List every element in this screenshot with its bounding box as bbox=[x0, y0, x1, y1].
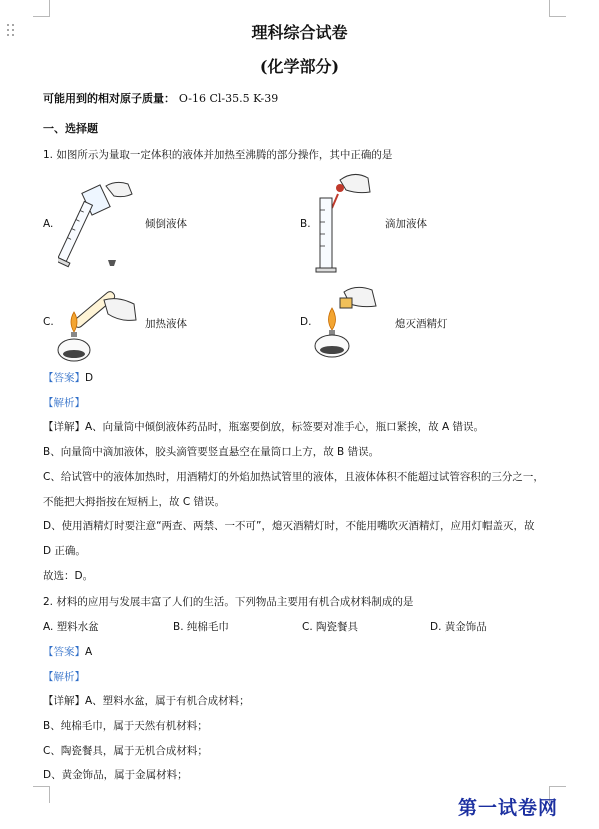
q2-option-c bbox=[302, 620, 358, 634]
atomic-mass-label: 可能用到的相对原子质量： bbox=[43, 92, 175, 105]
q1-answer: D bbox=[85, 372, 94, 384]
q1-option-c-caption: 加热液体 bbox=[145, 318, 187, 330]
atomic-mass-line bbox=[43, 92, 278, 106]
page-corner-mark-top-right bbox=[549, 0, 566, 17]
q2-option-a-text: 塑料水盆 bbox=[56, 621, 99, 633]
q2-stem: 2. 材料的应用与发展丰富了人们的生活。下列物品主要用有机合成材料制成的是 bbox=[43, 596, 414, 608]
q2-option-b-text: 纯棉毛巾 bbox=[186, 621, 229, 633]
q1-answer-tag: 【答案】 bbox=[43, 372, 85, 384]
q2-answer: A bbox=[85, 646, 93, 658]
q2-answer-tag: 【答案】 bbox=[43, 646, 85, 658]
q1-detail-line-2: B、向量筒中滴加液体，胶头滴管要竖直悬空在量筒口上方，故 B 错误。 bbox=[43, 446, 380, 458]
q1-option-b-caption: 滴加液体 bbox=[385, 218, 427, 230]
q2-detail-text-1: A、塑料水盆，属于有机合成材料； bbox=[85, 695, 250, 707]
page-corner-mark-top-left bbox=[33, 0, 50, 17]
q1-option-d-caption: 熄灭酒精灯 bbox=[395, 318, 448, 330]
q2-option-c-letter: C. bbox=[302, 621, 313, 633]
q1-answer-line bbox=[43, 371, 93, 385]
q1-detail-line-4: 不能把大拇指按在短柄上，故 C 错误。 bbox=[43, 496, 226, 508]
pouring-liquid-figure bbox=[58, 178, 138, 270]
extinguishing-lamp-figure bbox=[310, 282, 386, 360]
q1-detail-line-6: D 正确。 bbox=[43, 545, 86, 557]
dropping-liquid-figure bbox=[310, 168, 380, 274]
q2-option-a bbox=[43, 620, 99, 634]
q2-option-d-letter: D. bbox=[430, 621, 442, 633]
q1-detail-text-1: A、向量筒中倾倒液体药品时，瓶塞要倒放，标签要对准手心，瓶口紧挨，故 A 错误。 bbox=[85, 421, 485, 433]
q2-answer-line bbox=[43, 645, 92, 659]
q2-option-b-letter: B. bbox=[173, 621, 184, 633]
q2-detail-line-2: B、纯棉毛巾，属于天然有机材料； bbox=[43, 720, 208, 732]
q2-analysis-tag: 【解析】 bbox=[43, 671, 85, 683]
q1-option-c-letter: C. bbox=[43, 316, 54, 328]
q1-detail-tag: 【详解】 bbox=[43, 421, 85, 433]
q2-detail-line-3: C、陶瓷餐具，属于无机合成材料； bbox=[43, 745, 208, 757]
q1-detail-line-5: D、使用酒精灯时要注意“两查、两禁、一不可”，熄灭酒精灯时，不能用嘴吹灭酒精灯，应用灯帽盖灭，故 bbox=[43, 520, 535, 532]
q1-detail-line-1 bbox=[43, 420, 484, 434]
q1-option-a-caption: 倾倒液体 bbox=[145, 218, 187, 230]
watermark-logo: 第一试卷网 bbox=[458, 797, 559, 819]
q1-stem: 1. 如图所示为量取一定体积的液体并加热至沸腾的部分操作，其中正确的是 bbox=[43, 149, 393, 161]
q1-analysis-tag: 【解析】 bbox=[43, 397, 85, 409]
q2-option-d-text: 黄金饰品 bbox=[444, 621, 487, 633]
page-corner-mark-bottom-left bbox=[33, 786, 50, 803]
q1-detail-line-3: C、给试管中的液体加热时，用酒精灯的外焰加热试管里的液体，且液体体积不能超过试管容积的三分之一， bbox=[43, 471, 544, 483]
q2-detail-tag: 【详解】 bbox=[43, 695, 85, 707]
q2-option-c-text: 陶瓷餐具 bbox=[316, 621, 359, 633]
document-subtitle: (化学部分) bbox=[259, 57, 340, 76]
q2-option-a-letter: A. bbox=[43, 621, 54, 633]
q2-option-b bbox=[173, 620, 229, 634]
q1-option-b-letter: B. bbox=[300, 218, 311, 230]
q2-detail-line-4: D、黄金饰品，属于金属材料； bbox=[43, 769, 188, 781]
q2-option-d bbox=[430, 620, 487, 634]
q1-conclusion: 故选：D。 bbox=[43, 570, 94, 582]
section-heading: 一、选择题 bbox=[43, 122, 98, 135]
q2-detail-line-1 bbox=[43, 694, 250, 708]
atomic-mass-values: O-16 Cl-35.5 K-39 bbox=[178, 92, 279, 105]
document-title: 理科综合试卷 bbox=[251, 23, 348, 42]
heating-liquid-figure bbox=[56, 280, 142, 364]
q1-option-d-letter: D. bbox=[300, 316, 312, 328]
q1-option-a-letter: A. bbox=[43, 218, 54, 230]
